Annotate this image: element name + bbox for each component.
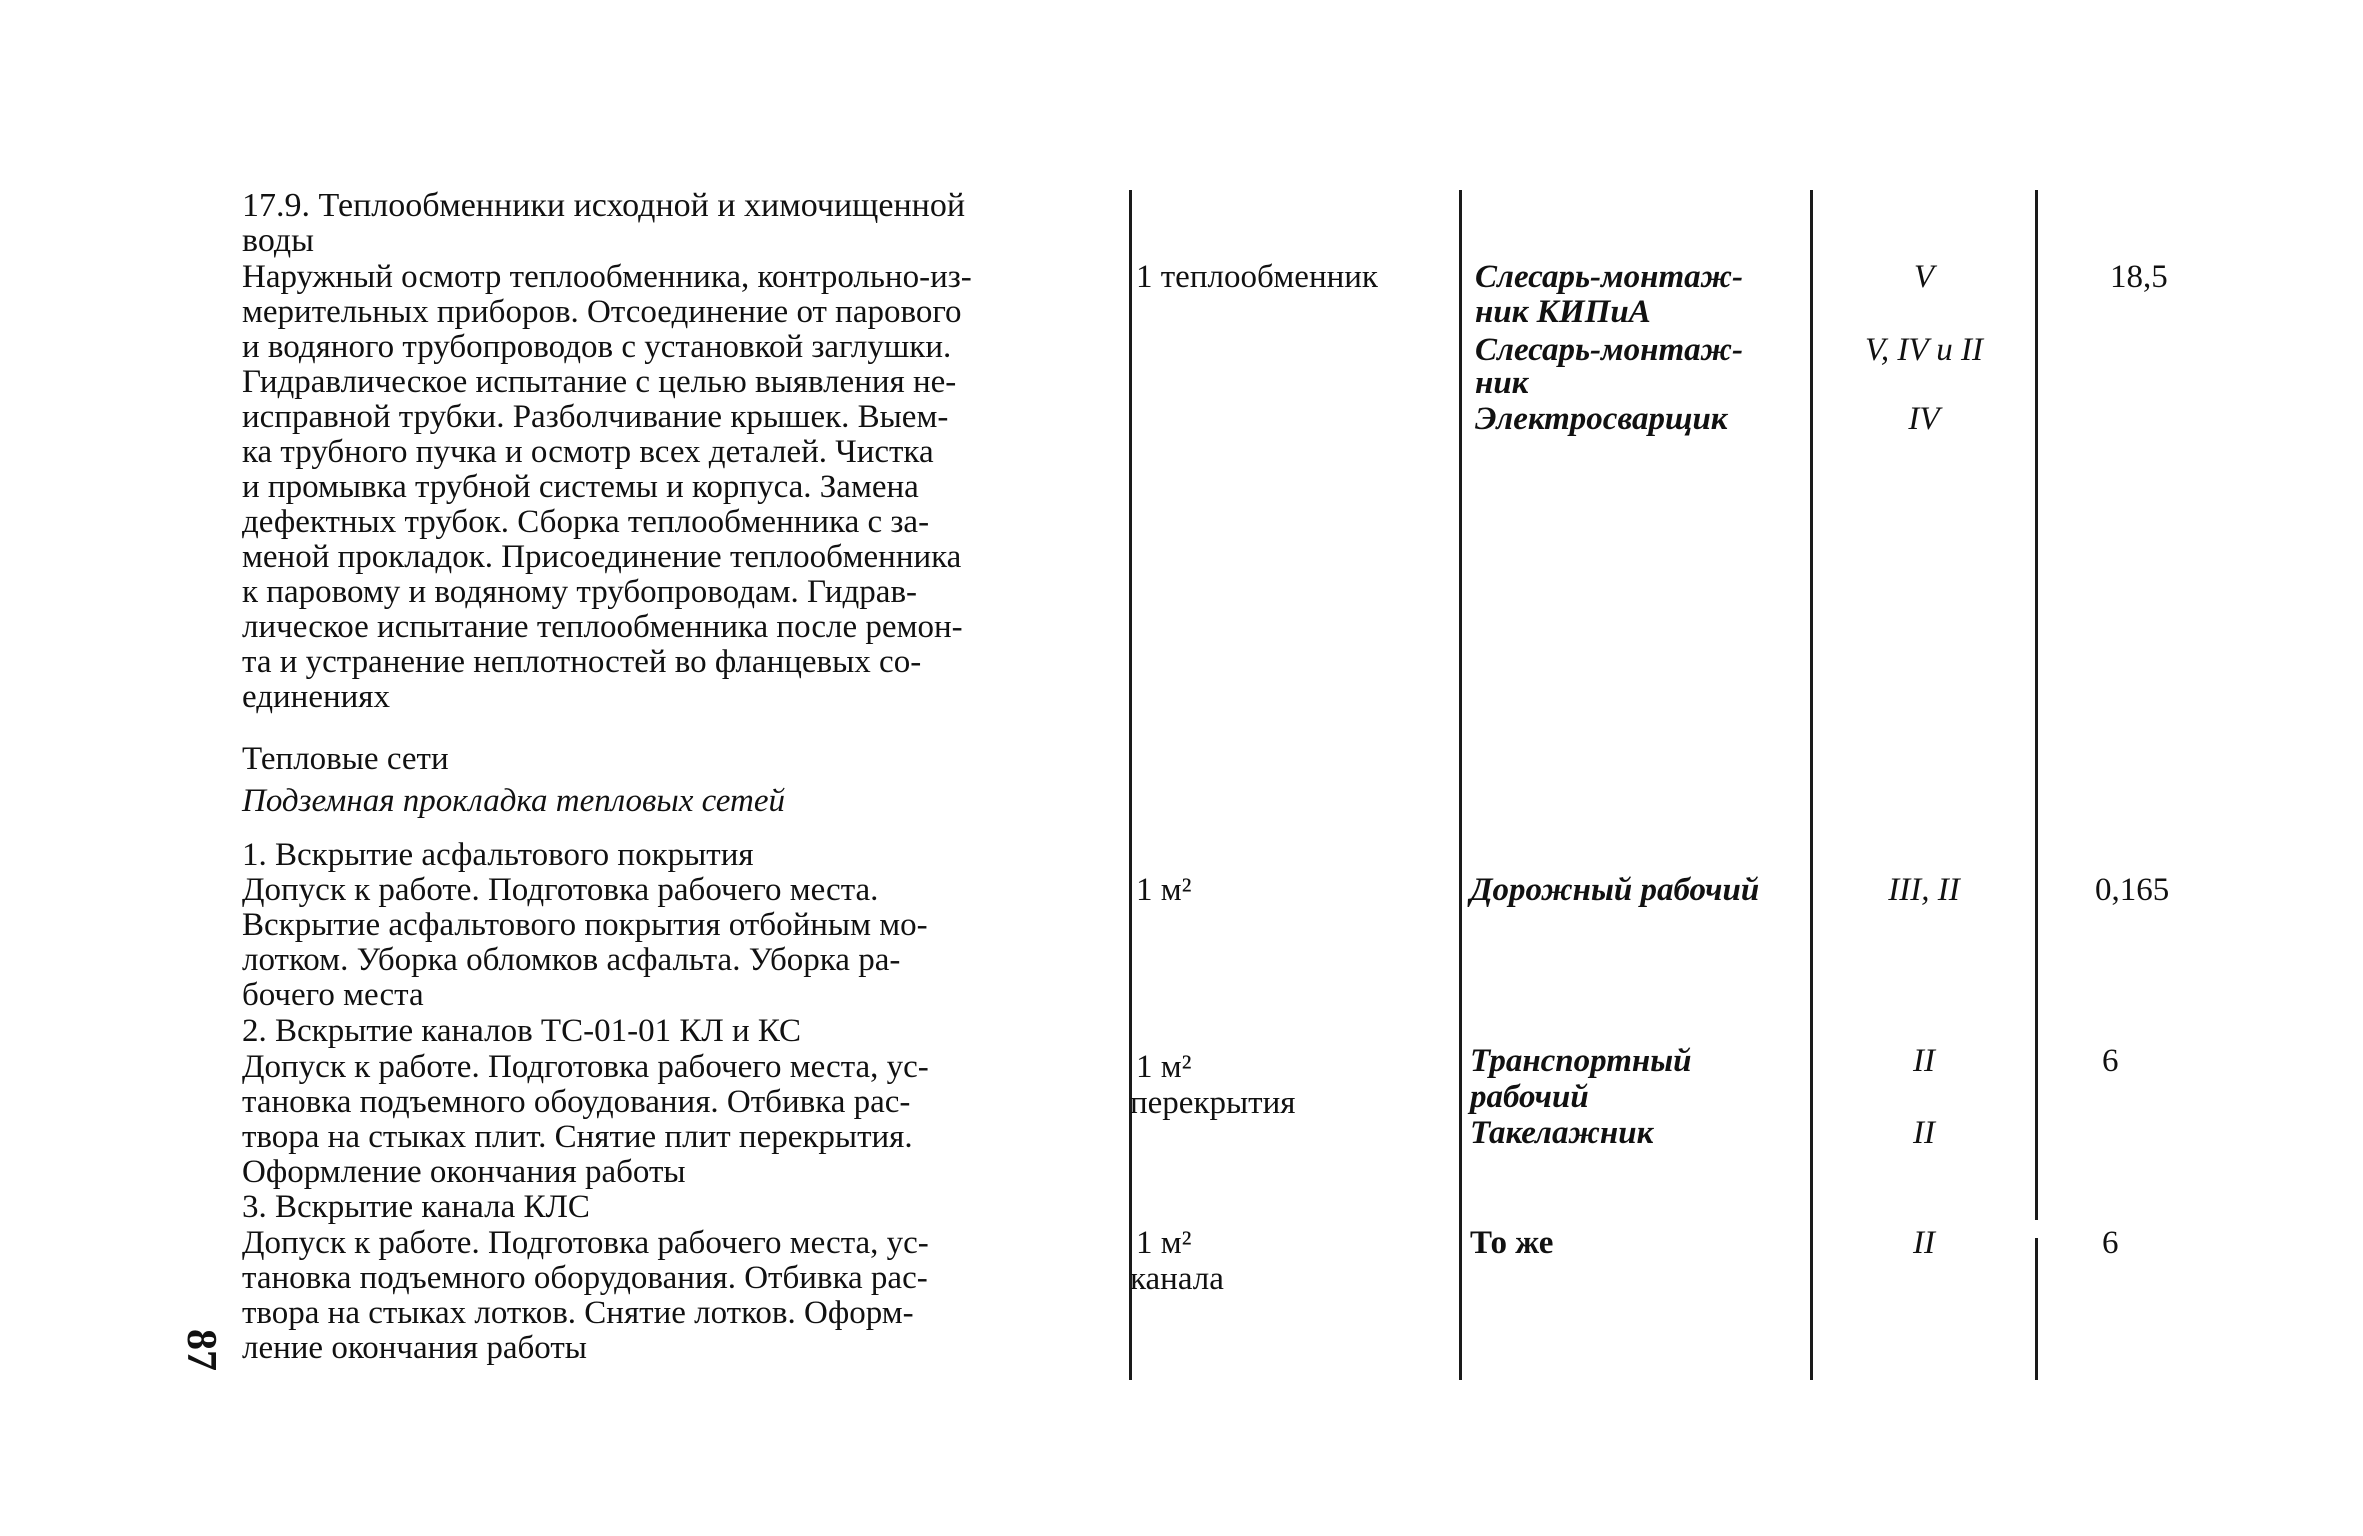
- item-description: [242, 1050, 1112, 1190]
- worker-name: Транспортный: [1470, 1043, 1692, 1079]
- item-unit: канала: [1130, 1261, 1224, 1297]
- section-title-line1: 17.9. Теплообменники исходной и химочищенной: [242, 187, 966, 224]
- grade: II: [1913, 1043, 1935, 1079]
- desc-line: та и устранение неплотностей во фланцевых со-: [242, 644, 922, 680]
- section-title: [242, 188, 1112, 258]
- column-rule-1: [1129, 190, 1132, 1380]
- desc-line: лическое испытание теплообменника после ремон-: [242, 609, 963, 645]
- grade: V, IV и II: [1865, 332, 1983, 368]
- desc-line: и водяного трубопроводов с установкой заглушки.: [242, 329, 952, 365]
- worker-name: рабочий: [1470, 1079, 1589, 1115]
- grade: II: [1913, 1225, 1935, 1261]
- desc-line: ление окончания работы: [242, 1330, 587, 1366]
- desc-line: Допуск к работе. Подготовка рабочего места, ус-: [242, 1225, 929, 1261]
- column-rule-3: [1810, 190, 1813, 1380]
- grade: V: [1913, 259, 1935, 295]
- time-norm: 18,5: [2110, 259, 2168, 295]
- desc-line: мерительных приборов. Отсоединение от парового: [242, 294, 962, 330]
- desc-line: твора на стыках лотков. Снятие лотков. Оформ-: [242, 1295, 914, 1331]
- desc-line: Вскрытие асфальтового покрытия отбойным мо-: [242, 907, 928, 943]
- worker-name: Слесарь-монтаж-: [1475, 259, 1744, 295]
- desc-line: Допуск к работе. Подготовка рабочего места.: [242, 872, 879, 908]
- desc-line: Наружный осмотр теплообменника, контрольно-из-: [242, 259, 972, 295]
- column-rule-2: [1459, 190, 1462, 1380]
- desc-line: дефектных трубок. Сборка теплообменника с за-: [242, 504, 930, 540]
- item-title: 1. Вскрытие асфальтового покрытия: [242, 837, 754, 873]
- desc-line: тановка подъемного обоудования. Отбивка рас-: [242, 1084, 911, 1120]
- desc-line: Оформление окончания работы: [242, 1154, 686, 1190]
- item-unit: 1 м²: [1136, 1225, 1192, 1261]
- desc-line: Допуск к работе. Подготовка рабочего места, ус-: [242, 1049, 929, 1085]
- item-unit: перекрытия: [1130, 1085, 1296, 1121]
- worker-name: Дорожный рабочий: [1470, 872, 1760, 908]
- desc-line: меной прокладок. Присоединение теплообменника: [242, 539, 962, 575]
- worker-name: Слесарь-монтаж-: [1475, 332, 1744, 368]
- desc-line: ка трубного пучка и осмотр всех деталей. Чистка: [242, 434, 934, 470]
- desc-line: к паровому и водяному трубопроводам. Гидрав-: [242, 574, 918, 610]
- item-description: [242, 873, 1112, 1013]
- time-norm: 6: [2102, 1043, 2119, 1079]
- desc-line: лотком. Уборка обломков асфальта. Уборка ра-: [242, 942, 901, 978]
- time-norm: 0,165: [2095, 872, 2170, 908]
- worker-name: ник КИПиА: [1475, 294, 1651, 330]
- desc-line: Гидравлическое испытание с целью выявления не-: [242, 364, 957, 400]
- heading-underground: Подземная прокладка тепловых сетей: [242, 783, 786, 819]
- worker-name: Электросварщик: [1475, 401, 1728, 437]
- desc-line: бочего места: [242, 977, 424, 1013]
- worker-name: Такелажник: [1470, 1115, 1654, 1151]
- desc-line: тановка подъемного оборудования. Отбивка рас-: [242, 1260, 928, 1296]
- section-title-line2: воды: [242, 222, 314, 259]
- grade: II: [1913, 1115, 1935, 1151]
- time-norm: 6: [2102, 1225, 2119, 1261]
- item-unit: 1 м²: [1136, 872, 1192, 908]
- heading-networks: Тепловые сети: [242, 741, 449, 777]
- grade: III, II: [1888, 872, 1960, 908]
- section-unit: 1 теплообменник: [1136, 259, 1378, 295]
- item-title: 2. Вскрытие каналов ТС-01-01 КЛ и КС: [242, 1013, 802, 1049]
- desc-line: исправной трубки. Разболчивание крышек. Выем-: [242, 399, 949, 435]
- column-rule-4: [2035, 190, 2038, 1220]
- item-unit: 1 м²: [1136, 1049, 1192, 1085]
- item-description: [242, 1226, 1112, 1366]
- grade: IV: [1908, 401, 1940, 437]
- desc-line: и промывка трубной системы и корпуса. Замена: [242, 469, 919, 505]
- item-title: 3. Вскрытие канала КЛС: [242, 1189, 590, 1225]
- section-description: [242, 260, 1112, 715]
- worker-name: То же: [1470, 1225, 1554, 1261]
- desc-line: твора на стыках плит. Снятие плит перекрытия.: [242, 1119, 913, 1155]
- column-rule-4b: [2035, 1238, 2038, 1380]
- desc-line: единениях: [242, 679, 390, 715]
- page-number: 87: [178, 1329, 224, 1371]
- worker-name: ник: [1475, 365, 1529, 401]
